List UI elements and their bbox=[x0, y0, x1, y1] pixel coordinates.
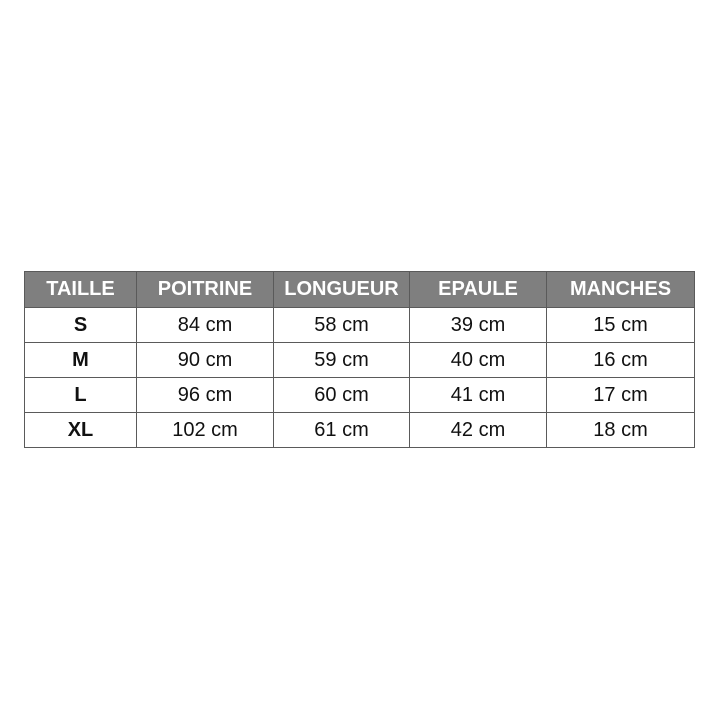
table-row bbox=[25, 343, 695, 378]
header-poitrine: POITRINE bbox=[137, 272, 274, 308]
size-cell: XL bbox=[25, 413, 137, 448]
manches-cell: 16 cm bbox=[547, 343, 695, 378]
poitrine-cell: 84 cm bbox=[137, 308, 274, 343]
epaule-cell: 41 cm bbox=[410, 378, 547, 413]
longueur-cell: 61 cm bbox=[274, 413, 410, 448]
table-row bbox=[25, 378, 695, 413]
header-longueur: LONGUEUR bbox=[274, 272, 410, 308]
manches-cell: 17 cm bbox=[547, 378, 695, 413]
size-cell: S bbox=[25, 308, 137, 343]
header-manches: MANCHES bbox=[547, 272, 695, 308]
longueur-cell: 59 cm bbox=[274, 343, 410, 378]
header-epaule: EPAULE bbox=[410, 272, 547, 308]
epaule-cell: 39 cm bbox=[410, 308, 547, 343]
header-row bbox=[25, 272, 695, 308]
longueur-cell: 60 cm bbox=[274, 378, 410, 413]
epaule-cell: 40 cm bbox=[410, 343, 547, 378]
size-chart-table bbox=[24, 271, 695, 448]
poitrine-cell: 102 cm bbox=[137, 413, 274, 448]
manches-cell: 15 cm bbox=[547, 308, 695, 343]
poitrine-cell: 96 cm bbox=[137, 378, 274, 413]
size-cell: L bbox=[25, 378, 137, 413]
header-taille: TAILLE bbox=[25, 272, 137, 308]
longueur-cell: 58 cm bbox=[274, 308, 410, 343]
table-row bbox=[25, 413, 695, 448]
poitrine-cell: 90 cm bbox=[137, 343, 274, 378]
epaule-cell: 42 cm bbox=[410, 413, 547, 448]
size-cell: M bbox=[25, 343, 137, 378]
manches-cell: 18 cm bbox=[547, 413, 695, 448]
table-row bbox=[25, 308, 695, 343]
